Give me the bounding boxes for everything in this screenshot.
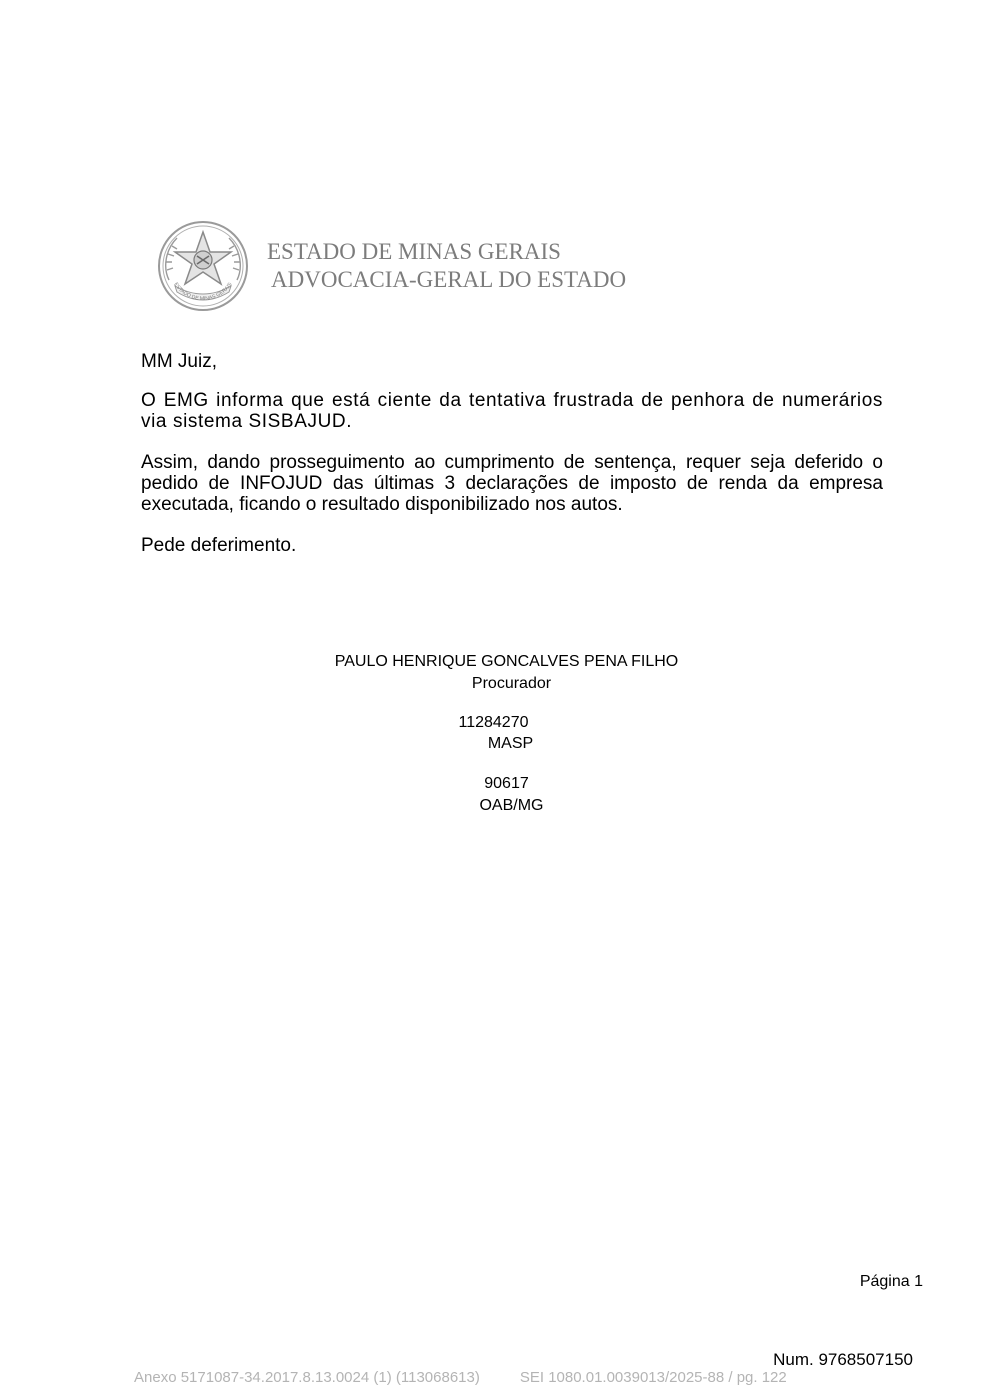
coat-of-arms-seal-icon bbox=[155, 220, 251, 312]
oab-label: OAB/MG bbox=[479, 797, 544, 814]
paragraph-request: Assim, dando prosseguimento ao cumprimento de sentença, requer seja deferido o pedido de INFOJUD das últimas 3 declarações de imposto de renda da empresa executada, ficando o resultado disponibilizado nos autos. bbox=[141, 452, 883, 515]
letterhead bbox=[155, 220, 675, 315]
letterhead-line-state: ESTADO DE MINAS GERAIS bbox=[267, 239, 561, 264]
letterhead-title bbox=[267, 238, 626, 294]
footer-sei: SEI 1080.01.0039013/2025-88 / pg. 122 bbox=[519, 1369, 787, 1386]
oab-number: 90617 bbox=[484, 775, 529, 792]
closing: Pede deferimento. bbox=[141, 535, 297, 556]
svg-text:ESTADO DE MINAS GERAIS bbox=[172, 281, 233, 302]
paragraph-acknowledgement: O EMG informa que está ciente da tentativa frustrada de penhora de numerários via sistema SISBAJUD. bbox=[141, 390, 883, 432]
page-number: Página 1 bbox=[859, 1273, 923, 1290]
footer-stamp bbox=[134, 1369, 787, 1386]
document-number: Num. 9768507150 bbox=[773, 1350, 913, 1369]
letterhead-line-agency: ADVOCACIA-GERAL DO ESTADO bbox=[271, 267, 627, 292]
footer-annex: Anexo 5171087-34.2017.8.13.0024 (1) (113068613) bbox=[134, 1369, 480, 1386]
signatory-name: PAULO HENRIQUE GONCALVES PENA FILHO bbox=[334, 653, 679, 670]
signatory-role: Procurador bbox=[471, 675, 552, 692]
petition-body bbox=[141, 351, 883, 556]
masp-number: 11284270 bbox=[458, 714, 529, 731]
seal-ribbon-text: ESTADO DE MINAS GERAIS bbox=[172, 281, 234, 303]
greeting: MM Juiz, bbox=[141, 351, 217, 372]
masp-label: MASP bbox=[487, 735, 534, 752]
